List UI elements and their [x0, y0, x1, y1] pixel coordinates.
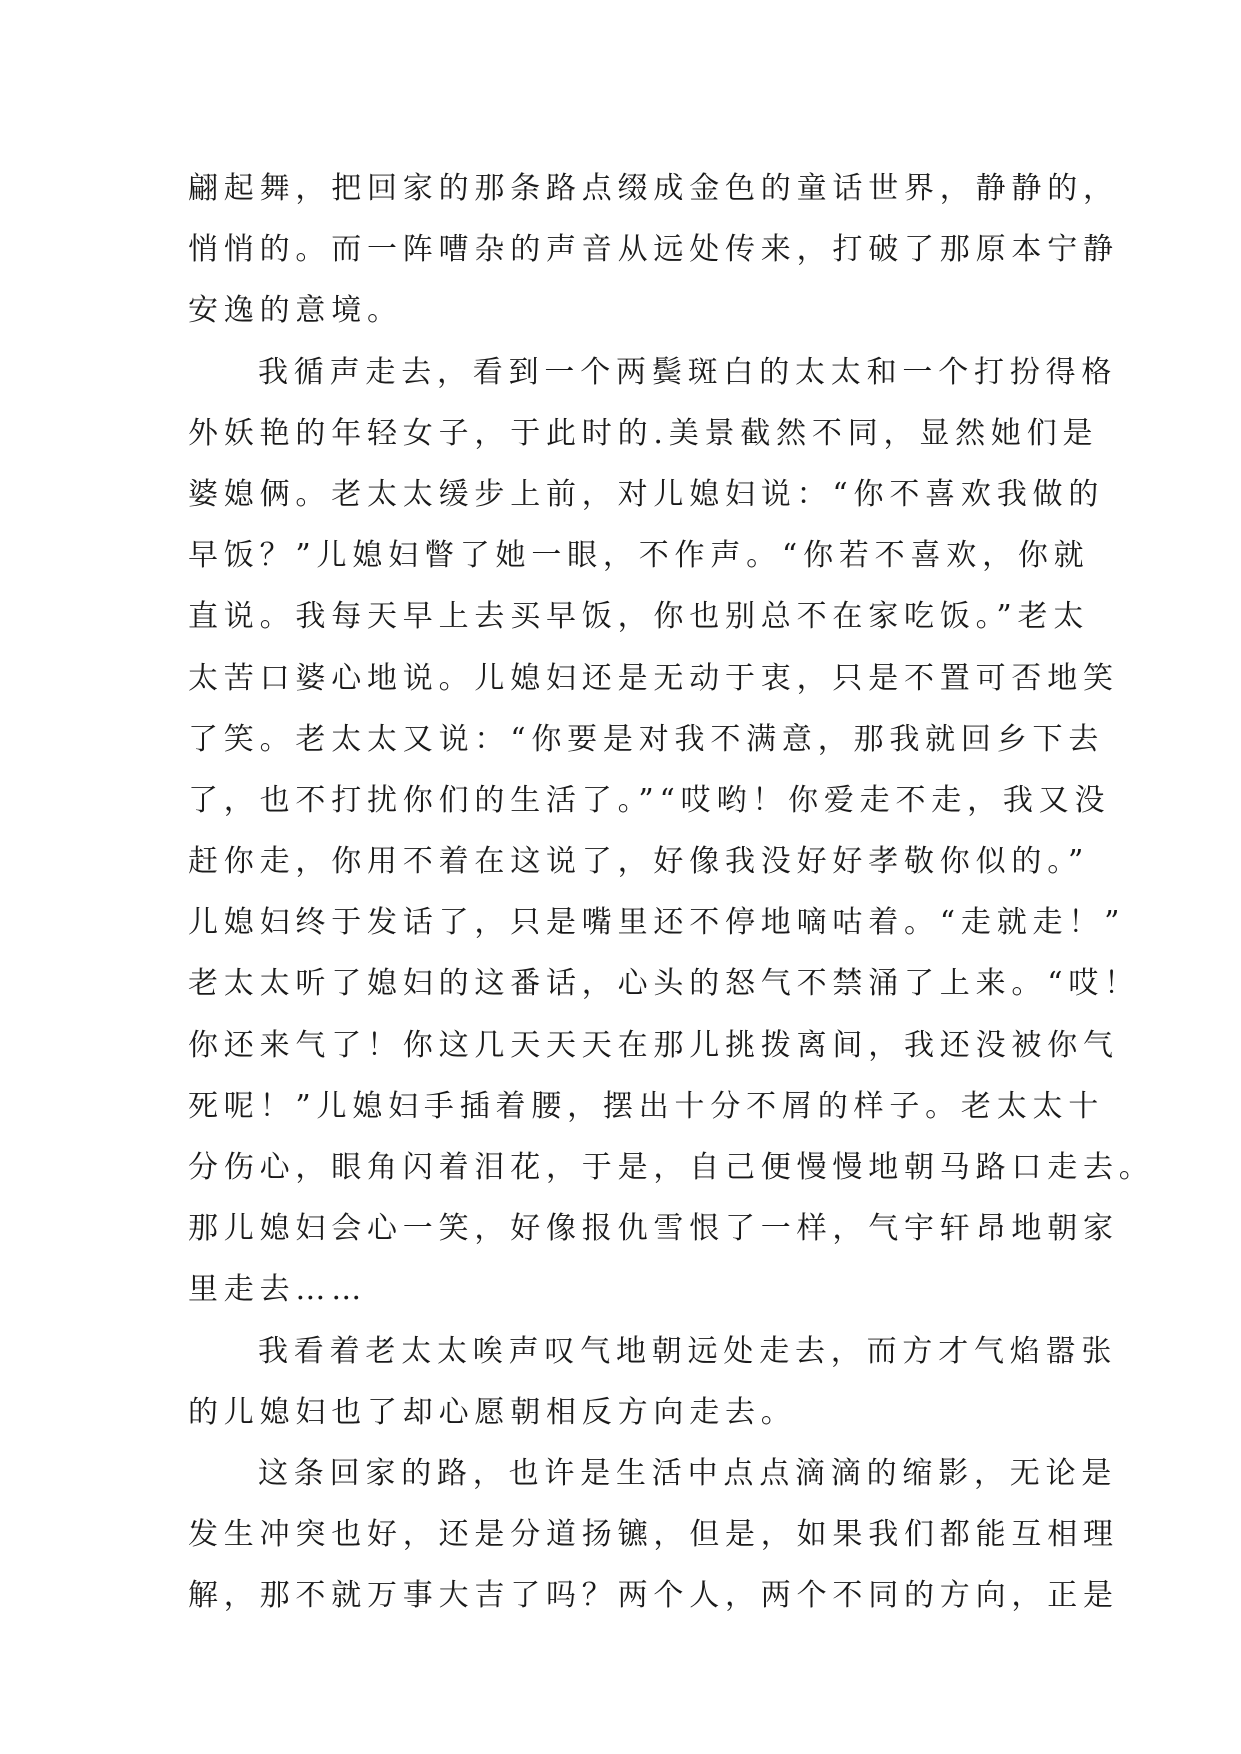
text-line: 悄悄的。而一阵嘈杂的声音从远处传来，打破了那原本宁静	[188, 232, 1119, 268]
text-line: 了笑。老太太又说：“你要是对我不满意，那我就回乡下去	[188, 721, 1105, 757]
body-text	[188, 158, 1155, 1627]
text-line: 解，那不就万事大吉了吗？两个人，两个不同的方向，正是	[188, 1578, 1119, 1614]
text-line: 了，也不打扰你们的生活了。”“哎哟！你爱走不走，我又没	[188, 782, 1111, 818]
text-line: 直说。我每天早上去买早饭，你也别总不在家吃饭。”老太	[188, 599, 1090, 635]
text-line: 儿媳妇终于发话了，只是嘴里还不停地嘀咕着。“走就走！”	[188, 905, 1126, 941]
text-line: 婆媳俩。老太太缓步上前，对儿媳妇说：“你不喜欢我做的	[188, 476, 1105, 512]
paragraph-first-line: 我循声走去，看到一个两鬓斑白的太太和一个打扮得格	[258, 354, 1118, 390]
text-line: 发生冲突也好，还是分道扬镳，但是，如果我们都能互相理	[188, 1517, 1119, 1553]
text-line: 太苦口婆心地说。儿媳妇还是无动于衷，只是不置可否地笑	[188, 660, 1119, 696]
text-line: 里走去……	[188, 1272, 367, 1308]
paragraph-first-line: 我看着老太太唉声叹气地朝远处走去，而方才气焰嚣张	[258, 1333, 1118, 1369]
text-line: 安逸的意境。	[188, 293, 403, 329]
text-line: 分伤心，眼角闪着泪花，于是，自己便慢慢地朝马路口走去。	[188, 1150, 1155, 1185]
text-line: 的儿媳妇也了却心愿朝相反方向走去。	[188, 1394, 797, 1430]
text-line: 翩起舞，把回家的那条路点缀成金色的童话世界，静静的，	[188, 171, 1119, 206]
text-line: 外妖艳的年轻女子，于此时的.美景截然不同，显然她们是	[188, 415, 1099, 451]
text-line: 死呢！”儿媳妇手插着腰，摆出十分不屑的样子。老太太十	[188, 1088, 1105, 1124]
paragraph-first-line: 这条回家的路，也许是生活中点点滴滴的缩影，无论是	[258, 1455, 1118, 1491]
text-line: 你还来气了！你这几天天天在那儿挑拨离间，我还没被你气	[188, 1027, 1119, 1063]
text-line: 赶你走，你用不着在这说了，好像我没好好孝敬你似的。”	[188, 844, 1090, 880]
text-line: 那儿媳妇会心一笑，好像报仇雪恨了一样，气宇轩昂地朝家	[188, 1211, 1119, 1247]
text-line: 老太太听了媳妇的这番话，心头的怒气不禁涌了上来。“哎！	[188, 966, 1140, 1002]
text-line: 早饭？”儿媳妇瞥了她一眼，不作声。“你若不喜欢，你就	[188, 538, 1090, 574]
